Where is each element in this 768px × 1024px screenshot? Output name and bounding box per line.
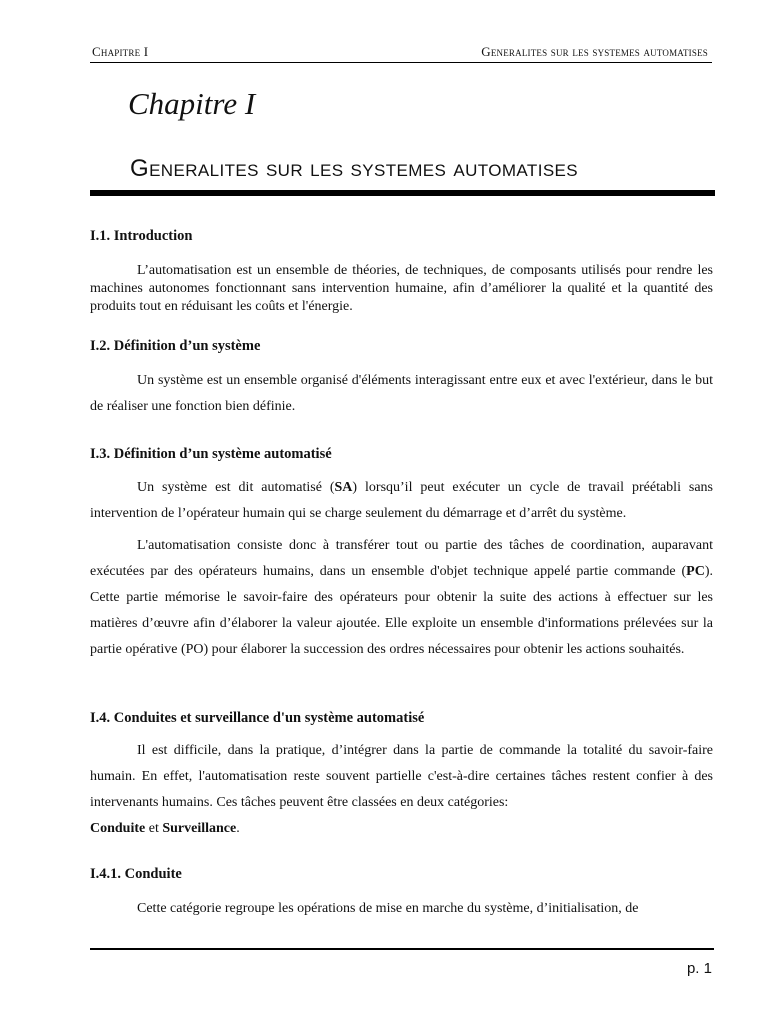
text-span: L'automatisation consiste donc à transférer tout ou partie des tâches de coordination, auparavant exécutées par des opérateurs humains, dans un ensemble d'objet technique appelé partie commande ( (90, 538, 713, 579)
heading-systeme-automatise: I.3. Définition d’un système automatisé (90, 446, 332, 462)
heading-definition-systeme: I.2. Définition d’un système (90, 338, 261, 354)
text-span: ) lorsqu’il peut exécuter un cycle de travail préétabli sans intervention de l’opérateur humain qui se charge seulement du démarrage et d’arrêt du système. (90, 480, 714, 521)
bold-term-conduite: Conduite (90, 821, 146, 836)
paragraph-categories (90, 816, 713, 842)
text-span: ). Cette partie mémorise le savoir-faire des opérateurs pour obtenir la suite des actions à effectuer sur les matières d’œuvre afin d’élaborer la valeur ajoutée. Elle exploite un ensemble d'informations prélevées sur la partie opérative (PO) pour élaborer la succession des ordres nécessaires pour obtenir les actions souhaités. (90, 564, 713, 657)
page-number: p. 1 (686, 960, 712, 977)
paragraph-systeme-automatise-2 (90, 533, 713, 663)
paragraph-conduites-surveillance: Il est difficile, dans la pratique, d’intégrer dans la partie de commande la totalité du savoir-faire humain. En effet, l'automatisation reste souvent partielle c'est-à-dire certaines tâches restent confier à des intervenants humains. Ces tâches peuvent être classées en deux catégories: (90, 743, 713, 810)
chapter-title: Generalites sur les systemes automatises (130, 155, 579, 182)
paragraph-introduction: L’automatisation est un ensemble de théories, de techniques, de composants utilisés pour rendre les machines autonomes fonctionnant sans intervention humaine, afin d’améliorer la qualité et la quantité des produits tout en réduisant les coûts et l'énergie. (90, 263, 713, 314)
header-chapter: Chapitre I (92, 44, 149, 59)
heading-conduites-surveillance: I.4. Conduites et surveillance d'un système automatisé (90, 710, 425, 726)
chapter-label: Chapitre I (128, 86, 256, 121)
title-rule (90, 190, 715, 196)
bold-term-sa: SA (334, 480, 353, 495)
heading-introduction: I.1. Introduction (90, 228, 193, 244)
paragraph-conduite: Cette catégorie regroupe les opérations de mise en marche du système, d’initialisation, de (137, 901, 639, 916)
header-title: Generalites sur les systemes automatises (481, 44, 708, 59)
paragraph-definition-systeme: Un système est un ensemble organisé d'éléments interagissant entre eux et avec l'extérieur, dans le but de réaliser une fonction bien définie. (90, 373, 713, 414)
text-span: et (145, 821, 163, 836)
paragraph-systeme-automatise-1 (90, 475, 713, 527)
heading-conduite: I.4.1. Conduite (90, 866, 182, 882)
text-span: Un système est dit automatisé ( (137, 480, 335, 495)
text-span: . (236, 821, 240, 836)
running-header (90, 42, 712, 63)
bold-term-pc: PC (686, 564, 705, 579)
bold-term-surveillance: Surveillance (162, 821, 237, 836)
footer-rule (90, 948, 714, 950)
